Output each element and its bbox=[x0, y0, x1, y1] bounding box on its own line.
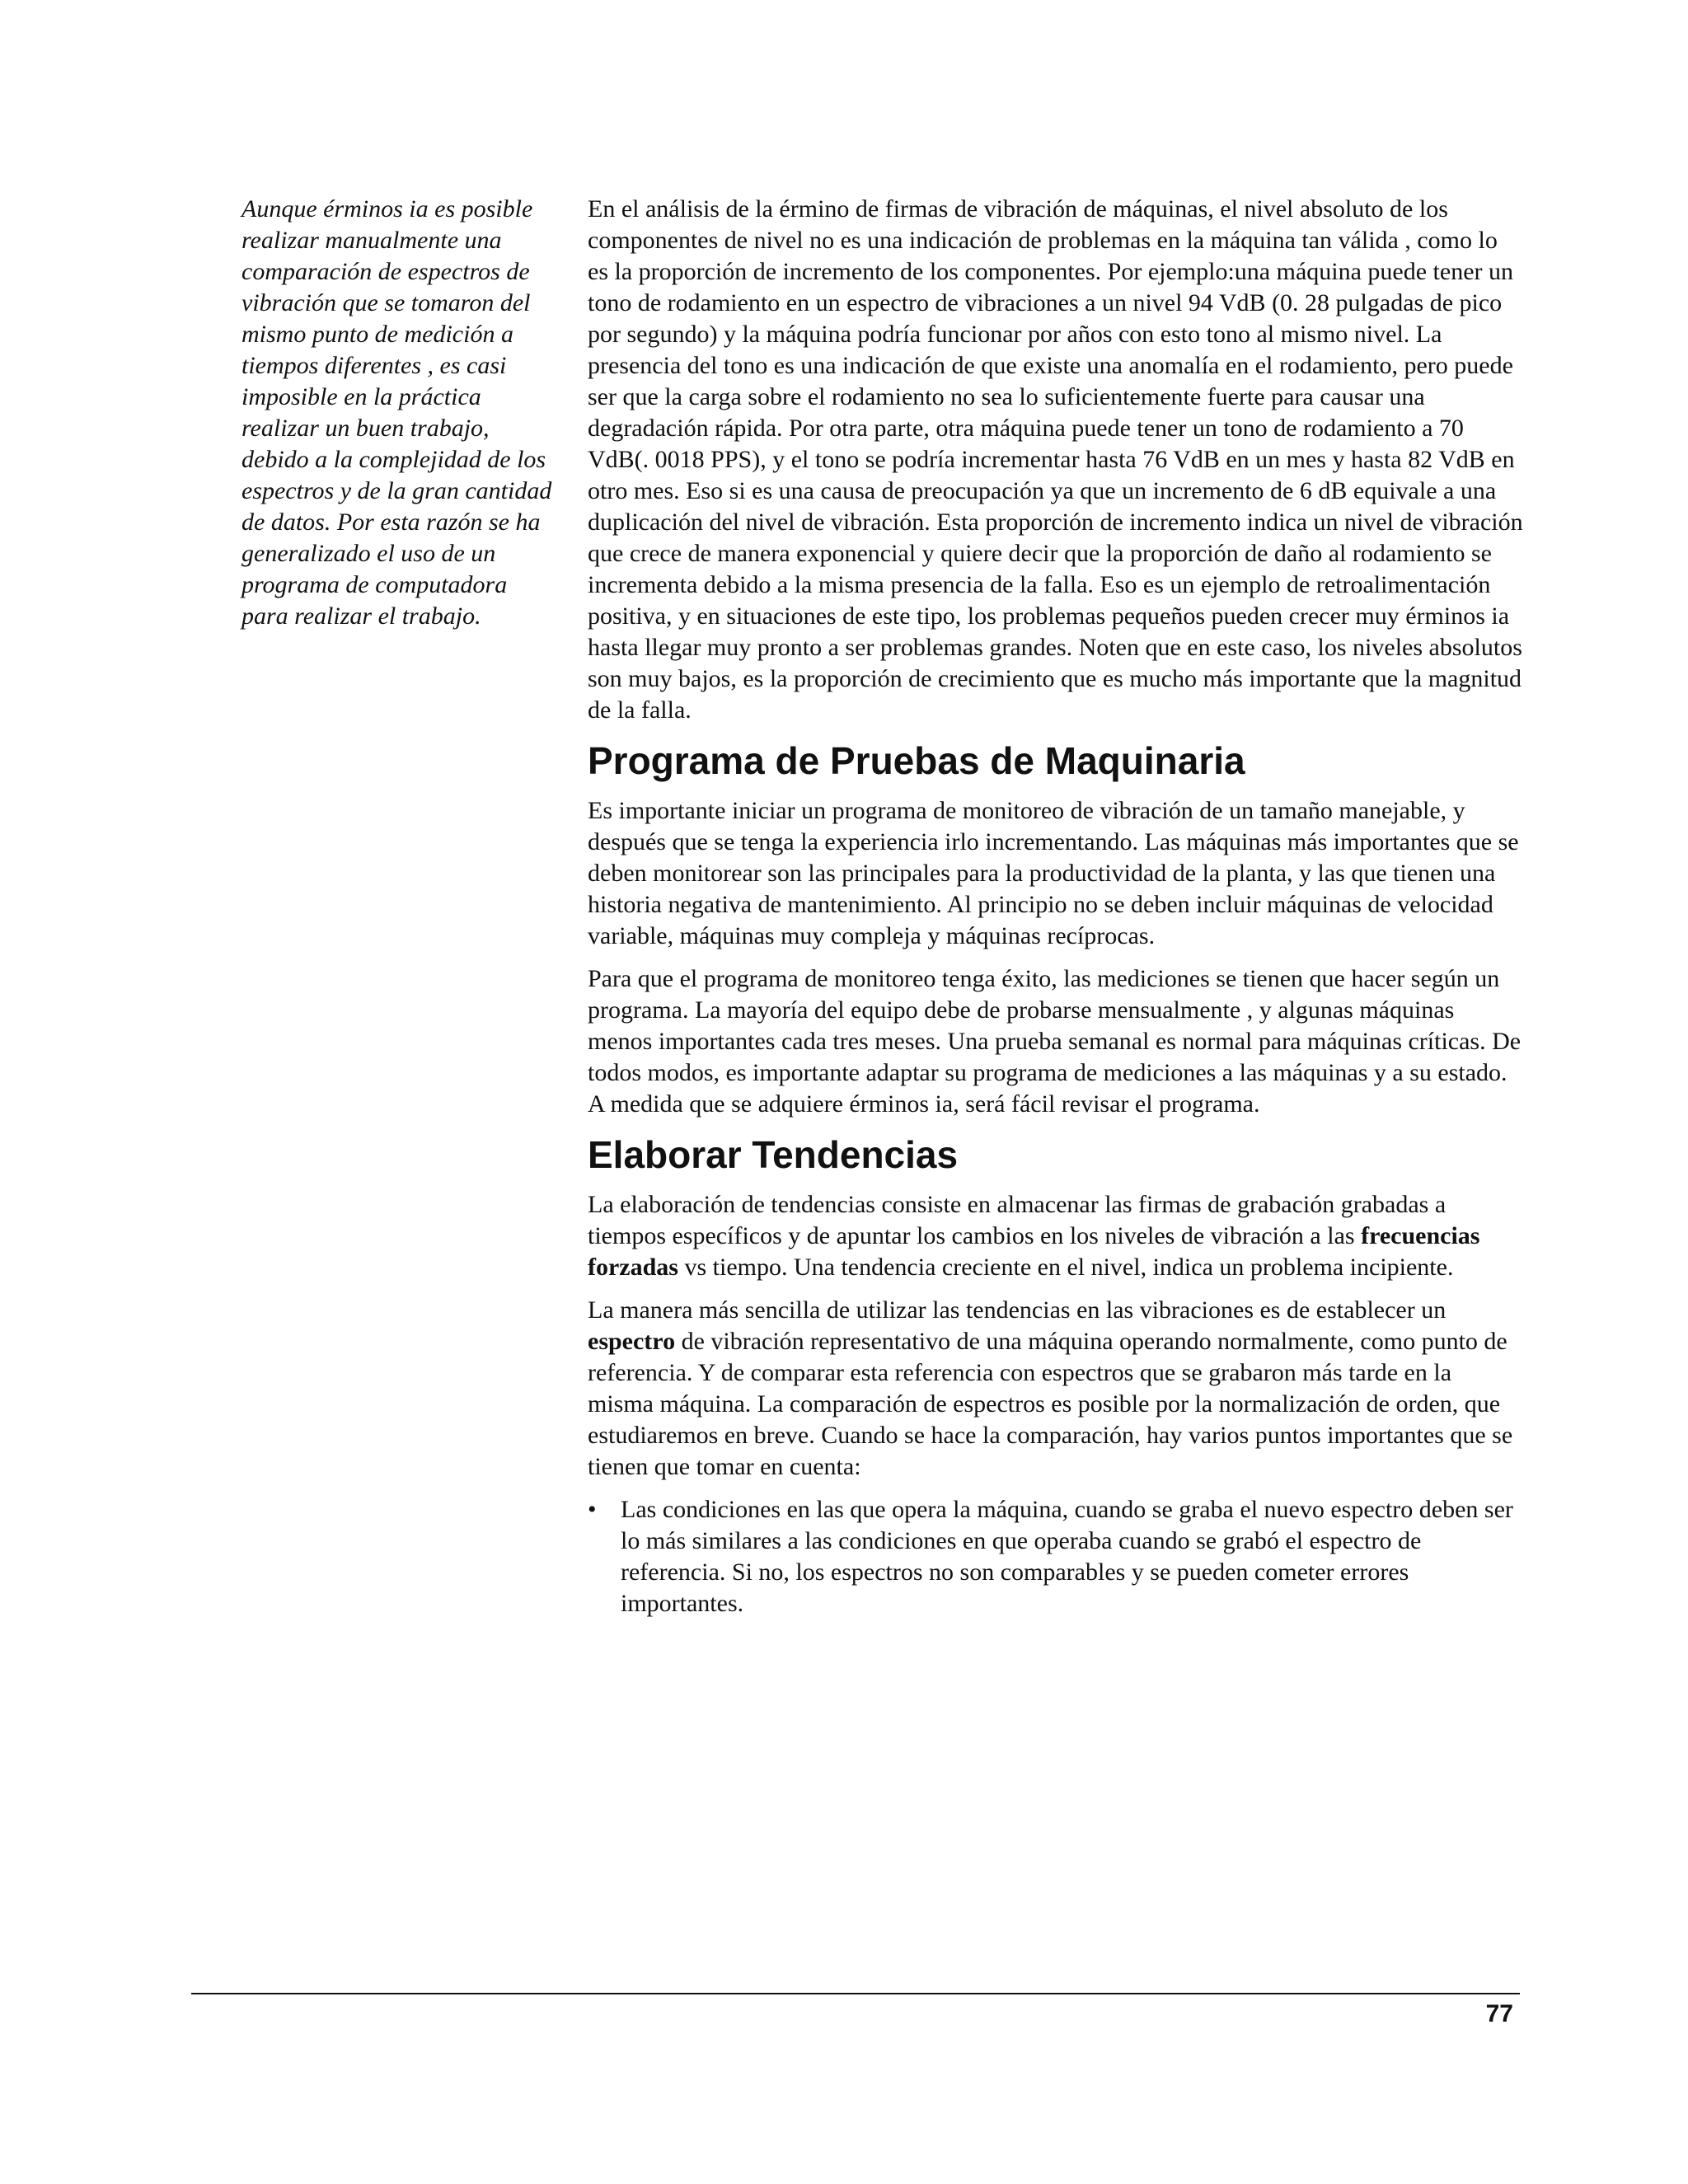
machinery-paragraph-1: Es importante iniciar un programa de monitoreo de vibración de un tamaño manejable, y después que se tenga la experiencia irlo incrementando. Las máquinas más importantes que se deben monitorear son las principales para la productividad de la planta, y las que tienen una historia negativa de mantenimiento. Al principio no se deben incluir máquinas de velocidad variable, máquinas muy compleja y máquinas recíprocas. bbox=[588, 797, 1519, 949]
page-number: 77 bbox=[1485, 2000, 1513, 2027]
bullet-icon: • bbox=[588, 1496, 597, 1523]
spectrum-term: espectro bbox=[588, 1328, 676, 1355]
trends-p1-text-start: La elaboración de tendencias consiste en almacenar las firmas de grabación grabadas a tiempos específicos y de apuntar los cambios en los niveles de vibración a las bbox=[588, 1191, 1447, 1249]
trends-p2-text-end: de vibración representativo de una máquina operando normalmente, como punto de referencia. Y de comparar esta referencia con espectros que se grabaron más tarde en la misma máquina. La comparación de espectros es posible por la normalización de orden, que estudiaremos en breve. Cuando se hace la comparación, hay varios puntos importantes que se tienen que tomar en cuenta: bbox=[588, 1328, 1513, 1480]
section-heading-trends: Elaborar Tendencias bbox=[588, 1133, 959, 1176]
footer-divider bbox=[191, 1993, 1520, 1994]
forced-frequencies-term: frecuencias forzadas bbox=[588, 1222, 1480, 1281]
machinery-paragraph-2: Para que el programa de monitoreo tenga éxito, las mediciones se tienen que hacer según un programa. La mayoría del equipo debe de probarse mensualmente , y algunas máquinas menos importantes cada tres meses. Una prueba semanal es normal para máquinas críticas. De todos modos, es importante adaptar su programa de mediciones a las máquinas y a su estado. A medida que se adquiere érminos ia, será fácil revisar el programa. bbox=[588, 965, 1522, 1118]
intro-paragraph: En el análisis de la érmino de firmas de vibración de máquinas, el nivel absoluto de los componentes de nivel no es una indicación de problemas en la máquina tan válida , como lo es la proporción de incremento de los componentes. Por ejemplo:una máquina puede tener un tono de rodamiento en un espectro de vibraciones a un nivel 94 VdB (0. 28 pulgadas de pico por segundo) y la máquina podría funcionar por años con esto tono al mismo nivel. La presencia del tono es una indicación de que existe una anomalía en el rodamiento, pero puede ser que la carga sobre el rodamiento no sea lo suficientemente fuerte para causar una degradación rápida. Por otra parte, otra máquina puede tener un tono de rodamiento a 70 VdB(. 0018 PPS), y el tono se podría incrementar hasta 76 VdB en un mes y hasta 82 VdB en otro mes. Eso si es una causa de preocupación ya que un incremento de 6 dB equivale a una duplicación del nivel de vibración. Esta proporción de incremento indica un nivel de vibración que crece de manera exponencial y quiere decir que la proporción de daño al rodamiento se incrementa debido a la misma presencia de la falla. Eso es un ejemplo de retroalimentación positiva, y en situaciones de este tipo, los problemas pequeños pueden crecer muy érminos ia hasta llegar muy pronto a ser problemas grandes. Noten que en este caso, los niveles absolutos son muy bajos, es la proporción de crecimiento que es mucho más importante que la magnitud de la falla. bbox=[588, 195, 1523, 724]
margin-note-text: Aunque érminos ia es posible realizar manualmente una comparación de espectros de vibración que se tomaron del mismo punto de medición a tiempos diferentes , es casi imposible en la práctica realizar un buen trabajo, debido a la complejidad de los espectros y de la gran cantidad de datos. Por esta razón se ha generalizado el uso de un programa de computadora para realizar el trabajo. bbox=[241, 195, 552, 630]
trends-paragraph-1 bbox=[588, 1189, 1523, 1283]
bullet-item bbox=[588, 1494, 1523, 1619]
trends-p2-text-start: La manera más sencilla de utilizar las tendencias en las vibraciones es de establecer un bbox=[588, 1296, 1447, 1324]
margin-note bbox=[241, 194, 559, 632]
trends-p1-text-end: vs tiempo. Una tendencia creciente en el nivel, indica un problema incipiente. bbox=[678, 1254, 1454, 1281]
section-heading-machinery-testing: Programa de Pruebas de Maquinaria bbox=[588, 739, 1245, 782]
main-column bbox=[588, 194, 1523, 1619]
trends-paragraph-2 bbox=[588, 1295, 1523, 1483]
bullet-text: Las condiciones en las que opera la máquina, cuando se graba el nuevo espectro deben ser lo más similares a las condiciones en que operaba cuando se grabó el espectro de referencia. Si no, los espectros no son comparables y se pueden cometer errores importantes. bbox=[621, 1496, 1513, 1617]
